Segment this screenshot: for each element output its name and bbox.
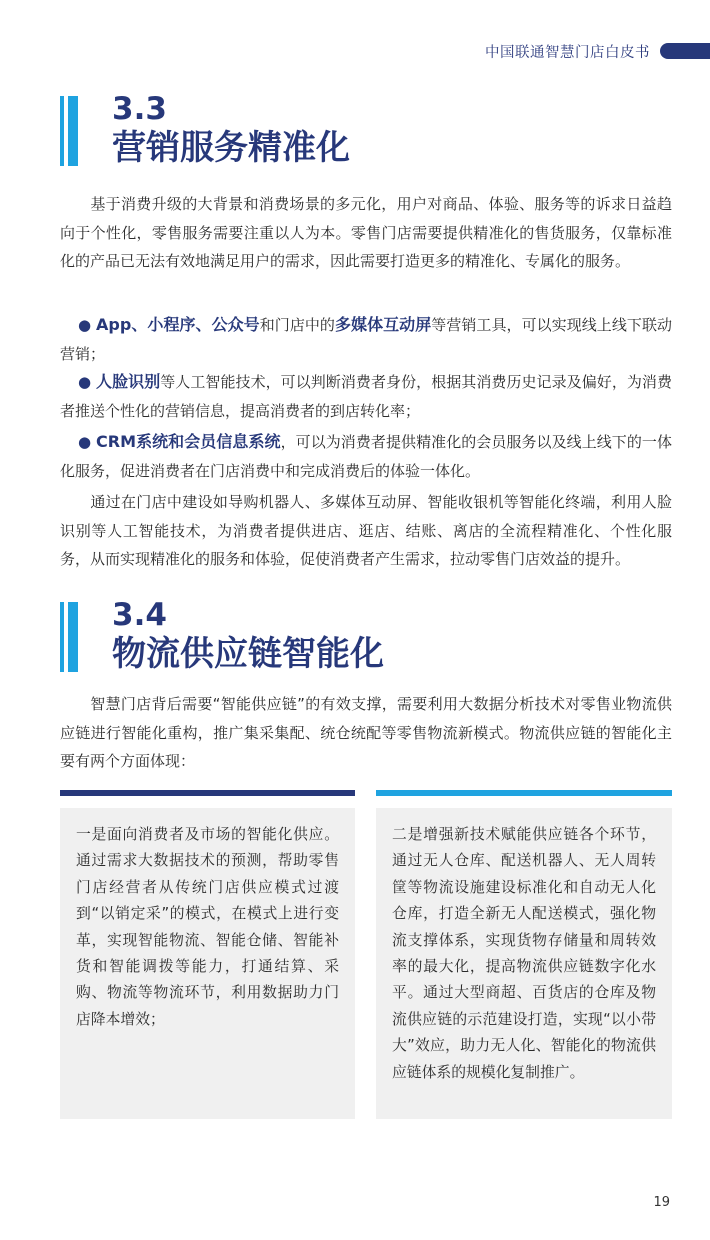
bullet-text: 等营销工具，可以实现线上线下联动营销； — [60, 316, 672, 363]
bullet-item — [60, 368, 672, 425]
section-title: 物流供应链智能化 — [112, 634, 384, 674]
bullet-dot-icon: ● — [78, 316, 92, 334]
bullet-dot-icon: ● — [78, 373, 92, 391]
header-accent-bar — [660, 43, 710, 59]
box-2-top-rule — [376, 790, 672, 796]
section-3-3-intro — [60, 190, 672, 276]
bullet-highlight: App、小程序、公众号 — [96, 315, 260, 334]
bullet-highlight: 多媒体互动屏 — [334, 315, 432, 334]
section-marker-icon — [60, 96, 70, 166]
bullet-highlight: CRM系统和会员信息系统 — [96, 432, 281, 451]
bullet-text: ，可以为消费者提供精准化的会员服务以及线上线下的一体化服务，促进消费者在门店消费中和完成消费后的体验一体化。 — [60, 433, 672, 480]
bullet-item — [60, 311, 672, 368]
bullet-dot-icon: ● — [78, 433, 92, 451]
intro-text: 基于消费升级的大背景和消费场景的多元化，用户对商品、体验、服务等的诉求日益趋向于个性化，零售服务需要注重以人为本。零售门店需要提供精准化的售货服务，仅靠标准化的产品已无法有效地满足用户的需求，因此需要打造更多的精准化、专属化的服务。 — [60, 195, 672, 270]
intro-text: 智慧门店背后需要“智能供应链”的有效支撑，需要利用大数据分析技术对零售业物流供应链进行智能化重构，推广集采集配、统仓统配等零售物流新模式。物流供应链的智能化主要有两个方面体现： — [60, 695, 672, 770]
summary-text: 通过在门店中建设如导购机器人、多媒体互动屏、智能收银机等智能化终端，利用人脸识别等人工智能技术，为消费者提供进店、逛店、结账、离店的全流程精准化、个性化服务，从而实现精准化的服务和体验，促使消费者产生需求，拉动零售门店效益的提升。 — [60, 493, 672, 568]
page-number: 19 — [653, 1195, 670, 1210]
bullet-text: 和门店中的 — [259, 316, 335, 334]
section-title: 营销服务精准化 — [112, 128, 350, 168]
bullet-text: 等人工智能技术，可以判断消费者身份，根据其消费历史记录及偏好，为消费者推送个性化的营销信息，提高消费者的到店转化率； — [60, 373, 672, 420]
header-title: 中国联通智慧门店白皮书 — [485, 45, 650, 61]
box-1-top-rule — [60, 790, 355, 796]
info-box-2: 二是增强新技术赋能供应链各个环节，通过无人仓库、配送机器人、无人周转筐等物流设施建设标准化和自动无人化仓库，打造全新无人配送模式，强化物流支撑体系，实现货物存储量和周转效率的最大化，提高物流供应链数字化水平。通过大型商超、百货店的仓库及物流供应链的示范建设打造，实现“以小带大”效应，助力无人化、智能化的物流供应链体系的规模化复制推广。 — [376, 808, 672, 1119]
bullet-highlight: 人脸识别 — [96, 372, 161, 391]
bullet-item — [60, 428, 672, 485]
section-3-4-intro — [60, 690, 672, 776]
section-marker-icon — [60, 602, 70, 672]
section-number: 3.3 — [112, 91, 167, 127]
section-3-3-summary — [60, 488, 672, 574]
info-box-1: 一是面向消费者及市场的智能化供应。通过需求大数据技术的预测，帮助零售门店经营者从传统门店供应模式过渡到“以销定采”的模式，在模式上进行变革，实现智能物流、智能仓储、智能补货和智能调拨等能力，打通结算、采购、物流等物流环节，利用数据助力门店降本增效； — [60, 808, 355, 1119]
section-number: 3.4 — [112, 597, 167, 633]
